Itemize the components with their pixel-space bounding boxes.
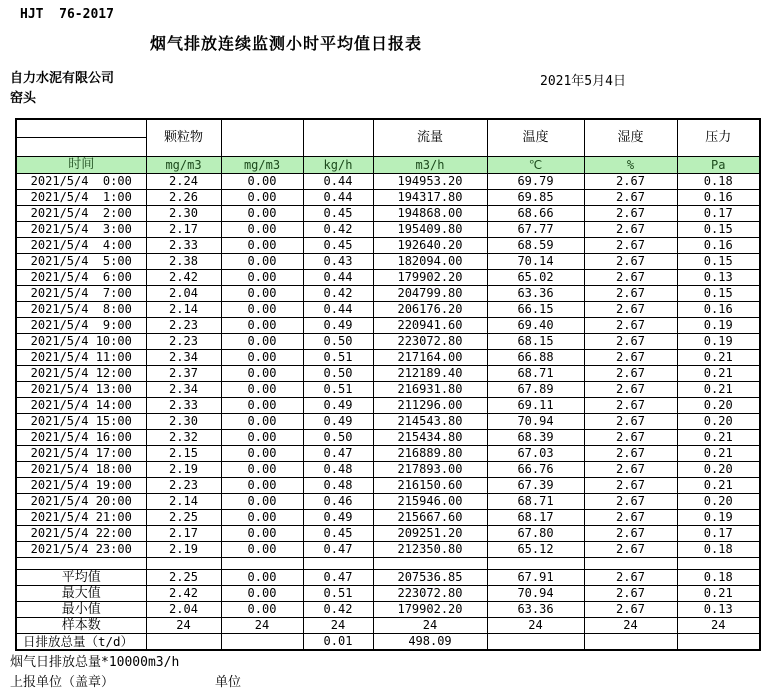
cell-value: 2.25	[146, 510, 221, 526]
cell-value: 209251.20	[373, 526, 487, 542]
cell-value: 194953.20	[373, 174, 487, 190]
cell-value: 0.00	[221, 414, 303, 430]
table-row	[16, 174, 760, 190]
row-label: 最小值	[16, 602, 146, 618]
cell-value: 2.32	[146, 430, 221, 446]
row-label: 2021/5/4 8:00	[16, 302, 146, 318]
table-row	[16, 254, 760, 270]
cell-value: 69.40	[487, 318, 584, 334]
unit-header: Pa	[677, 157, 760, 174]
report-date: 2021年5月4日	[540, 74, 626, 89]
cell-value: 0.19	[677, 334, 760, 350]
cell-value: 24	[303, 618, 373, 634]
row-label: 2021/5/4 3:00	[16, 222, 146, 238]
table-row	[16, 238, 760, 254]
cell-value: 69.79	[487, 174, 584, 190]
cell-value: 0.42	[303, 602, 373, 618]
cell-value: 0.00	[221, 206, 303, 222]
cell-value: 2.25	[146, 570, 221, 586]
cell-value: 0.00	[221, 222, 303, 238]
cell-value: 0.21	[677, 366, 760, 382]
cell-value: 194868.00	[373, 206, 487, 222]
cell-value: 0.13	[677, 602, 760, 618]
cell-value: 24	[373, 618, 487, 634]
cell-value: 0.20	[677, 414, 760, 430]
row-label: 2021/5/4 5:00	[16, 254, 146, 270]
table-row	[16, 494, 760, 510]
row-label: 2021/5/4 15:00	[16, 414, 146, 430]
cell-value: 0.20	[677, 462, 760, 478]
cell-value: 63.36	[487, 286, 584, 302]
cell-value: 2.26	[146, 190, 221, 206]
row-label: 2021/5/4 10:00	[16, 334, 146, 350]
cell-value: 2.67	[584, 526, 677, 542]
cell-value: 2.24	[146, 174, 221, 190]
cell-value: 2.67	[584, 254, 677, 270]
cell-value: 0.48	[303, 462, 373, 478]
cell-value: 2.67	[584, 462, 677, 478]
row-label: 2021/5/4 19:00	[16, 478, 146, 494]
cell-value: 2.15	[146, 446, 221, 462]
cell-value: 0.44	[303, 270, 373, 286]
cell-value: 0.13	[677, 270, 760, 286]
cell-value: 220941.60	[373, 318, 487, 334]
cell-value: 0.00	[221, 174, 303, 190]
row-label: 2021/5/4 14:00	[16, 398, 146, 414]
row-label: 2021/5/4 0:00	[16, 174, 146, 190]
cell-value: 2.14	[146, 494, 221, 510]
cell-value: 2.67	[584, 334, 677, 350]
cell-value: 2.67	[584, 222, 677, 238]
cell-value: 2.37	[146, 366, 221, 382]
row-label: 2021/5/4 2:00	[16, 206, 146, 222]
cell-value: 0.00	[221, 478, 303, 494]
row-label: 日排放总量（t/d）	[16, 634, 146, 651]
cell-value: 67.91	[487, 570, 584, 586]
cell-value: 67.80	[487, 526, 584, 542]
cell-value: 0.49	[303, 318, 373, 334]
col-group-blank-2	[303, 119, 373, 157]
cell-value	[487, 634, 584, 651]
spacer-row	[16, 558, 760, 570]
summary-body	[16, 570, 760, 651]
cell-value: 2.67	[584, 238, 677, 254]
table-row	[16, 478, 760, 494]
cell-value: 0.45	[303, 238, 373, 254]
cell-value: 0.16	[677, 302, 760, 318]
cell-value: 2.67	[584, 570, 677, 586]
cell-value: 2.23	[146, 334, 221, 350]
cell-value: 194317.80	[373, 190, 487, 206]
summary-row	[16, 618, 760, 634]
cell-value: 68.17	[487, 510, 584, 526]
cell-value: 0.42	[303, 286, 373, 302]
cell-value: 67.03	[487, 446, 584, 462]
cell-value: 498.09	[373, 634, 487, 651]
cell-value: 70.94	[487, 414, 584, 430]
cell-value: 0.50	[303, 430, 373, 446]
cell-value: 0.00	[221, 190, 303, 206]
cell-value: 2.14	[146, 302, 221, 318]
row-label: 2021/5/4 7:00	[16, 286, 146, 302]
cell-value: 24	[487, 618, 584, 634]
cell-value: 207536.85	[373, 570, 487, 586]
cell-value: 66.76	[487, 462, 584, 478]
cell-value: 0.00	[221, 430, 303, 446]
cell-value: 195409.80	[373, 222, 487, 238]
cell-value: 68.71	[487, 366, 584, 382]
cell-value: 0.00	[221, 602, 303, 618]
cell-value: 68.66	[487, 206, 584, 222]
cell-value: 0.00	[221, 350, 303, 366]
cell-value	[677, 634, 760, 651]
cell-value: 2.34	[146, 350, 221, 366]
cell-value: 0.44	[303, 174, 373, 190]
cell-value: 0.00	[221, 270, 303, 286]
cell-value: 216150.60	[373, 478, 487, 494]
table-row	[16, 318, 760, 334]
cell-value: 2.23	[146, 318, 221, 334]
table-row	[16, 382, 760, 398]
cell-value: 2.67	[584, 446, 677, 462]
cell-value: 70.14	[487, 254, 584, 270]
cell-value: 65.02	[487, 270, 584, 286]
cell-value: 24	[146, 618, 221, 634]
cell-value: 0.20	[677, 398, 760, 414]
cell-value: 2.67	[584, 270, 677, 286]
col-group-temperature: 温度	[487, 119, 584, 157]
cell-value: 215667.60	[373, 510, 487, 526]
cell-value: 0.00	[221, 302, 303, 318]
data-body	[16, 174, 760, 558]
cell-value	[584, 634, 677, 651]
row-label: 2021/5/4 12:00	[16, 366, 146, 382]
cell-value: 2.67	[584, 286, 677, 302]
unit-header: mg/m3	[221, 157, 303, 174]
report-table	[15, 118, 761, 651]
group-header-row	[16, 119, 760, 138]
cell-value: 2.67	[584, 510, 677, 526]
cell-value: 0.18	[677, 542, 760, 558]
cell-value: 2.34	[146, 382, 221, 398]
cell-value: 2.67	[584, 478, 677, 494]
cell-value: 0.51	[303, 586, 373, 602]
cell-value: 2.30	[146, 206, 221, 222]
company-name: 自力水泥有限公司	[10, 71, 115, 86]
cell-value: 0.19	[677, 510, 760, 526]
cell-value: 68.39	[487, 430, 584, 446]
cell-value: 0.18	[677, 570, 760, 586]
cell-value: 0.00	[221, 398, 303, 414]
table-row	[16, 190, 760, 206]
cell-value: 69.11	[487, 398, 584, 414]
cell-value: 0.00	[221, 462, 303, 478]
cell-value: 0.00	[221, 542, 303, 558]
cell-value: 2.17	[146, 526, 221, 542]
cell-value: 0.15	[677, 286, 760, 302]
cell-value: 0.00	[221, 510, 303, 526]
table-row	[16, 526, 760, 542]
cell-value: 0.00	[221, 382, 303, 398]
row-label: 样本数	[16, 618, 146, 634]
unit-label: 单位	[215, 675, 242, 690]
row-label: 2021/5/4 6:00	[16, 270, 146, 286]
cell-value: 0.49	[303, 398, 373, 414]
cell-value: 212350.80	[373, 542, 487, 558]
unit-header-row	[16, 157, 760, 174]
cell-value: 2.33	[146, 398, 221, 414]
cell-value: 24	[584, 618, 677, 634]
cell-value: 63.36	[487, 602, 584, 618]
total-emission-note: 烟气日排放总量*10000m3/h	[10, 655, 180, 670]
cell-value: 2.04	[146, 602, 221, 618]
cell-value: 0.19	[677, 318, 760, 334]
unit-header: m3/h	[373, 157, 487, 174]
row-label: 2021/5/4 1:00	[16, 190, 146, 206]
cell-value: 211296.00	[373, 398, 487, 414]
summary-row	[16, 602, 760, 618]
cell-value: 0.50	[303, 334, 373, 350]
table-row	[16, 366, 760, 382]
cell-value: 0.46	[303, 494, 373, 510]
cell-value: 0.44	[303, 302, 373, 318]
cell-value: 2.67	[584, 318, 677, 334]
cell-value: 0.00	[221, 570, 303, 586]
cell-value: 70.94	[487, 586, 584, 602]
cell-value: 66.15	[487, 302, 584, 318]
cell-value: 0.50	[303, 366, 373, 382]
cell-value: 0.00	[221, 254, 303, 270]
table-row	[16, 462, 760, 478]
cell-value: 0.16	[677, 238, 760, 254]
cell-value: 0.45	[303, 206, 373, 222]
cell-value: 0.21	[677, 350, 760, 366]
cell-value: 2.23	[146, 478, 221, 494]
cell-value: 67.39	[487, 478, 584, 494]
cell-value: 0.49	[303, 414, 373, 430]
row-label: 平均值	[16, 570, 146, 586]
table-row	[16, 350, 760, 366]
cell-value: 204799.80	[373, 286, 487, 302]
cell-value: 0.00	[221, 318, 303, 334]
cell-value: 216931.80	[373, 382, 487, 398]
table-row	[16, 398, 760, 414]
cell-value: 0.00	[221, 586, 303, 602]
cell-value: 67.89	[487, 382, 584, 398]
table-row	[16, 334, 760, 350]
row-label: 2021/5/4 9:00	[16, 318, 146, 334]
cell-value: 182094.00	[373, 254, 487, 270]
cell-value: 2.33	[146, 238, 221, 254]
cell-value: 0.20	[677, 494, 760, 510]
cell-value: 0.17	[677, 206, 760, 222]
cell-value: 215434.80	[373, 430, 487, 446]
cell-value: 2.67	[584, 414, 677, 430]
col-group-pressure: 压力	[677, 119, 760, 157]
cell-value: 0.01	[303, 634, 373, 651]
cell-value: 2.67	[584, 206, 677, 222]
monitoring-point: 窑头	[10, 91, 37, 106]
cell-value: 68.71	[487, 494, 584, 510]
cell-value: 2.19	[146, 542, 221, 558]
cell-value: 0.21	[677, 382, 760, 398]
cell-value: 2.67	[584, 398, 677, 414]
row-label: 最大值	[16, 586, 146, 602]
cell-value: 65.12	[487, 542, 584, 558]
row-label: 2021/5/4 22:00	[16, 526, 146, 542]
cell-value: 0.42	[303, 222, 373, 238]
table-row	[16, 446, 760, 462]
cell-value: 0.45	[303, 526, 373, 542]
page-title: 烟气排放连续监测小时平均值日报表	[149, 34, 422, 53]
table-row	[16, 414, 760, 430]
cell-value: 0.51	[303, 350, 373, 366]
cell-value: 68.59	[487, 238, 584, 254]
unit-header: kg/h	[303, 157, 373, 174]
summary-row	[16, 570, 760, 586]
standard-code: HJT 76-2017	[20, 7, 114, 22]
table-row	[16, 222, 760, 238]
reporting-unit-label: 上报单位（盖章）	[10, 675, 115, 690]
cell-value: 215946.00	[373, 494, 487, 510]
cell-value: 2.17	[146, 222, 221, 238]
cell-value: 0.00	[221, 494, 303, 510]
cell-value: 2.30	[146, 414, 221, 430]
cell-value: 217893.00	[373, 462, 487, 478]
col-group-particulate: 颗粒物	[146, 119, 221, 157]
col-group-humidity: 湿度	[584, 119, 677, 157]
time-column-header: 时间	[16, 157, 146, 174]
cell-value: 2.67	[584, 430, 677, 446]
cell-value: 0.00	[221, 238, 303, 254]
cell-value: 0.43	[303, 254, 373, 270]
cell-value: 0.15	[677, 254, 760, 270]
cell-value: 2.42	[146, 270, 221, 286]
cell-value: 0.00	[221, 286, 303, 302]
cell-value	[221, 634, 303, 651]
cell-value: 0.47	[303, 542, 373, 558]
cell-value: 0.16	[677, 190, 760, 206]
cell-value: 206176.20	[373, 302, 487, 318]
row-label: 2021/5/4 18:00	[16, 462, 146, 478]
unit-header: mg/m3	[146, 157, 221, 174]
table-row	[16, 542, 760, 558]
cell-value: 192640.20	[373, 238, 487, 254]
cell-value: 179902.20	[373, 602, 487, 618]
cell-value: 2.67	[584, 494, 677, 510]
cell-value: 216889.80	[373, 446, 487, 462]
cell-value: 0.21	[677, 430, 760, 446]
cell-value: 0.15	[677, 222, 760, 238]
cell-value: 0.18	[677, 174, 760, 190]
cell-value: 217164.00	[373, 350, 487, 366]
corner-cell-bottom	[16, 138, 146, 157]
table-row	[16, 270, 760, 286]
cell-value: 0.21	[677, 478, 760, 494]
cell-value: 2.38	[146, 254, 221, 270]
cell-value: 2.67	[584, 366, 677, 382]
cell-value: 0.21	[677, 446, 760, 462]
cell-value: 214543.80	[373, 414, 487, 430]
cell-value: 0.44	[303, 190, 373, 206]
cell-value: 0.17	[677, 526, 760, 542]
cell-value: 223072.80	[373, 586, 487, 602]
row-label: 2021/5/4 4:00	[16, 238, 146, 254]
summary-row	[16, 586, 760, 602]
cell-value: 2.67	[584, 602, 677, 618]
cell-value: 2.67	[584, 382, 677, 398]
cell-value: 0.00	[221, 526, 303, 542]
cell-value: 223072.80	[373, 334, 487, 350]
row-label: 2021/5/4 13:00	[16, 382, 146, 398]
unit-header: %	[584, 157, 677, 174]
row-label: 2021/5/4 11:00	[16, 350, 146, 366]
col-group-flow: 流量	[373, 119, 487, 157]
table-row	[16, 302, 760, 318]
row-label: 2021/5/4 20:00	[16, 494, 146, 510]
cell-value: 2.19	[146, 462, 221, 478]
table-row	[16, 510, 760, 526]
table-row	[16, 206, 760, 222]
cell-value: 2.67	[584, 302, 677, 318]
cell-value: 0.00	[221, 334, 303, 350]
cell-value: 68.15	[487, 334, 584, 350]
cell-value: 0.21	[677, 586, 760, 602]
summary-row	[16, 634, 760, 651]
row-label: 2021/5/4 17:00	[16, 446, 146, 462]
cell-value	[146, 634, 221, 651]
cell-value: 0.47	[303, 570, 373, 586]
cell-value: 0.00	[221, 366, 303, 382]
cell-value: 67.77	[487, 222, 584, 238]
cell-value: 212189.40	[373, 366, 487, 382]
cell-value: 0.47	[303, 446, 373, 462]
corner-cell-top	[16, 119, 146, 138]
cell-value: 2.67	[584, 190, 677, 206]
col-group-blank-1	[221, 119, 303, 157]
unit-header: ℃	[487, 157, 584, 174]
row-label: 2021/5/4 23:00	[16, 542, 146, 558]
cell-value: 24	[677, 618, 760, 634]
table-row	[16, 286, 760, 302]
cell-value: 0.00	[221, 446, 303, 462]
cell-value: 179902.20	[373, 270, 487, 286]
cell-value: 2.67	[584, 174, 677, 190]
cell-value: 24	[221, 618, 303, 634]
table-row	[16, 430, 760, 446]
cell-value: 2.67	[584, 542, 677, 558]
cell-value: 2.42	[146, 586, 221, 602]
cell-value: 66.88	[487, 350, 584, 366]
cell-value: 2.04	[146, 286, 221, 302]
cell-value: 0.51	[303, 382, 373, 398]
row-label: 2021/5/4 16:00	[16, 430, 146, 446]
cell-value: 69.85	[487, 190, 584, 206]
cell-value: 0.48	[303, 478, 373, 494]
cell-value: 2.67	[584, 586, 677, 602]
cell-value: 0.49	[303, 510, 373, 526]
row-label: 2021/5/4 21:00	[16, 510, 146, 526]
cell-value: 2.67	[584, 350, 677, 366]
